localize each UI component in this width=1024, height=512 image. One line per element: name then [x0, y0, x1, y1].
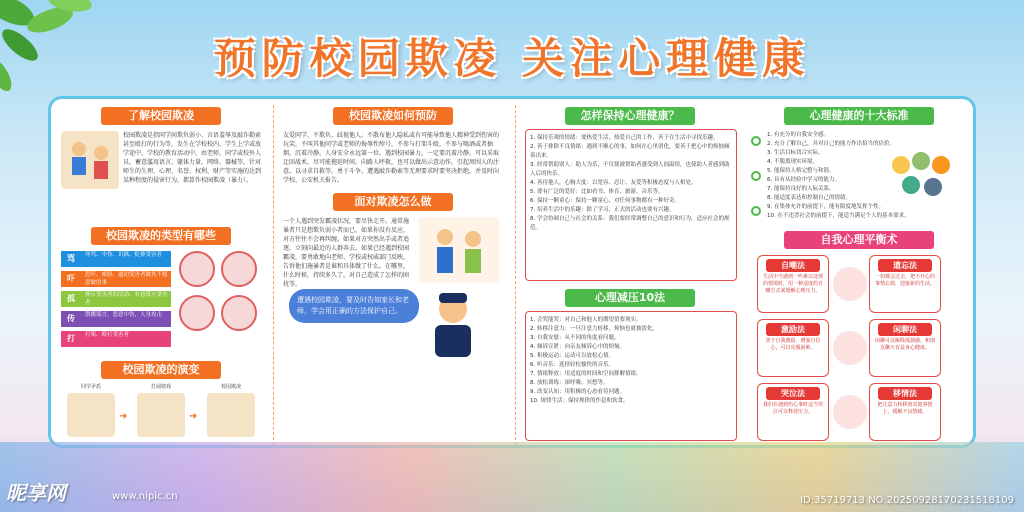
- types-list: [61, 251, 171, 351]
- type-illustration: [179, 251, 215, 287]
- type-row: [61, 251, 171, 267]
- ten-item: 4. 倾诉宣泄：向亲友倾诉心中的烦恼。: [530, 344, 625, 350]
- standard-item: 6. 具有从经验中学习的能力。: [767, 177, 840, 183]
- keep-item: 2. 善于排除不良情绪：遇到不顺心的事，如何在心里消化，要善于把心中的烦恼倾诉出来。: [530, 144, 730, 159]
- arrow-right-icon: ➜: [119, 411, 128, 422]
- column-understand: [61, 107, 261, 443]
- standards-area: [749, 131, 969, 227]
- evo-illustration: [207, 393, 255, 437]
- ten-item: 5. 积极运动：运动可以放松心情。: [530, 353, 614, 359]
- keep-item: 3. 经常帮助别人：助人为乐，不仅使被帮助者感受到人间温情，也使助人者感到助人后的快乐。: [530, 162, 730, 177]
- evo-label: 打闹嬉戏: [150, 384, 171, 390]
- ten-box: [525, 311, 737, 441]
- tile-cry: [757, 383, 829, 441]
- tile-illustration: [833, 331, 867, 365]
- tile-title: 移情法: [878, 387, 932, 400]
- type-tag: 打: [61, 331, 81, 347]
- standard-item: 8. 能适度表达和控制自己的情绪。: [767, 195, 851, 201]
- section-head-face: 面对欺凌怎么做: [333, 193, 453, 211]
- type-illustration: [221, 251, 257, 287]
- keep-item: 5. 要有广泛的爱好：比如看书、体育、旅游、音乐等。: [530, 189, 664, 195]
- ten-item: 7. 情绪释放：用适度的时间和空间排解情绪。: [530, 371, 642, 377]
- standard-item: 2. 充分了解自己，并对自己的能力作出恰当的估价。: [767, 141, 895, 147]
- standard-item: 9. 在集体允许的前提下，能有限度地发挥个性。: [767, 204, 884, 210]
- ten-item: 6. 听音乐：选择轻松愉快的音乐。: [530, 362, 614, 368]
- tile-text: 把注意力转移到其他事情上，缓解不良情绪。: [877, 402, 933, 415]
- keep-item: 4. 善待他人，心胸大度：以宽容、忍让、友爱等积极态度与人相处。: [530, 180, 697, 186]
- tile-illustration: [833, 267, 867, 301]
- type-desc: 恐吓、威胁、逼迫受害者做其不愿意做的事: [81, 271, 171, 287]
- police-illustration: [423, 287, 483, 357]
- standard-item: 7. 能保持良好的人际关系。: [767, 186, 835, 192]
- keep-item: 7. 培养生活中的乐趣：除了学习，正式的活动也要有兴趣。: [530, 207, 675, 213]
- section-head-types: 校园欺凌的类型有哪些: [91, 227, 231, 245]
- tile-self-mock: [757, 255, 829, 313]
- section-head-ten: 心理减压10法: [565, 289, 695, 307]
- section-head-understand: 了解校园欺凌: [101, 107, 221, 125]
- type-row: [61, 311, 171, 327]
- keep-item: 1. 保持乐观的情绪：要热爱生活，热爱自己的工作，善于在生活中寻找乐趣。: [530, 135, 719, 141]
- tile-text: 我们在遇到伤心事时适当哭泣可以释放压力。: [762, 402, 823, 415]
- tile-text: 一切都会过去，把不开心的事情忘掉，迎接新的生活。: [874, 274, 935, 287]
- section-head-keep: 怎样保持心理健康？: [565, 107, 695, 125]
- ten-item: 3. 自我安慰：从不同的角度看问题。: [530, 335, 620, 341]
- tile-text: 善于自我激励，增强自信心，可以克服困难。: [765, 338, 821, 351]
- type-tag: 吓: [61, 271, 81, 287]
- face-illustration: [419, 217, 499, 283]
- watermark-logo: 昵享网: [6, 481, 66, 505]
- section-head-prevent: 校园欺凌如何预防: [333, 107, 453, 125]
- standard-item: 3. 生活目标切合实际。: [767, 150, 824, 156]
- type-row: [61, 291, 171, 307]
- column-prevent: [283, 107, 503, 357]
- type-desc: 辱骂、中伤、讥讽、贬抑受害者: [81, 251, 171, 267]
- standard-item: 4. 不脱离现实环境。: [767, 159, 818, 165]
- tile-forget: [869, 255, 941, 313]
- tile-title: 哭泣法: [766, 387, 820, 400]
- evo-label: 校园欺凌: [220, 384, 241, 390]
- ten-item: 8. 放松训练：深呼吸、冥想等。: [530, 380, 609, 386]
- watermark-url: www.nipic.cn: [112, 491, 178, 502]
- type-tag: 孤: [61, 291, 81, 307]
- face-text: 一个人遇到突发霸凌状况，要尽快走开。通常施暴者只是想欺负弱小者而已，如果你没有反应，对方往往不会再纠缠。如果对方突然出手或者追逐，立刻向最近的人群奔去。如果已经遇到校园霸凌，要勇敢地向老师、学校或权威部门反映，告诉他们施暴者是谁和具体做了什么，在哪里，什么时候，持续多久了，对自己造成了怎样的困扰等。: [283, 218, 410, 288]
- tile-empathy: [869, 383, 941, 441]
- ten-item: 2. 转移注意力：一旦注意力转移，烦恼也就被淡化。: [530, 326, 658, 332]
- swirl-icon: [749, 131, 763, 221]
- column-divider: [515, 105, 516, 445]
- bubbles-illustration: [889, 151, 959, 201]
- tile-title: 遗忘法: [878, 259, 932, 272]
- page-title: 预防校园欺凌 关注心理健康: [213, 34, 811, 83]
- keep-item: 8. 学会协调自己与社会的关系：我们要经常调整自己的意识和行为，适应社会的规范。: [530, 216, 730, 231]
- column-standards: [749, 107, 969, 455]
- column-divider: [273, 105, 274, 445]
- section-head-standards: 心理健康的十大标准: [784, 107, 934, 125]
- prevent-text: 友爱同学，不欺负、歧视他人。不散布他人隐私或有可能导致他人精神受到伤害的玩笑，不叫其他同学或老师的侮辱性绰号，不参与打架斗殴，不参与喝酒或者抽烟。沉着冷静。人身安全永远第一位。遇到校园暴力，一定要沉着冷静，可以采取迂回战术，尽可能拖延时间。向路人呼救，也可以做出示意动作，引起周围人的注意。以寻求自救等。勇于斗争。遭遇敲诈勒索等无理要求时要坚决拒绝，并及时向学校、公安机关报告。: [283, 132, 500, 184]
- content-board: [48, 96, 976, 448]
- column-keep-healthy: [525, 107, 737, 404]
- tile-text: 闲聊可以解除孤独感，和朋友聊天有益身心健康。: [874, 338, 935, 351]
- section-head-balance: 自我心理平衡术: [784, 231, 934, 249]
- evo-illustration: [137, 393, 185, 437]
- keep-item: 6. 保持一颗童心：保持一颗童心，对任何事物都有一种好奇。: [530, 198, 680, 204]
- tile-illustration: [833, 395, 867, 429]
- tile-motivate: [757, 319, 829, 377]
- type-desc: 排斥受害者的活动、有意孤立受害者: [81, 291, 171, 307]
- advice-bubble: 遭遇校园欺凌，要及时告知家长和老师，学会用正确的方法保护自己。: [289, 289, 419, 323]
- standard-item: 10. 在不违背社会的前提下，能适当满足个人的基本要求。: [767, 213, 910, 219]
- type-desc: 打架、殴打受害者: [81, 331, 171, 347]
- arrow-right-icon: ➜: [189, 411, 198, 422]
- keep-box: [525, 129, 737, 281]
- standard-item: 1. 有充分的自我安全感。: [767, 132, 829, 138]
- type-desc: 散播谣言、恶意中伤，人身攻击: [81, 311, 171, 327]
- type-row: [61, 331, 171, 347]
- type-illustration: [221, 295, 257, 331]
- ten-item: 1. 会哭能哭：对自己和他人的期望值要现实。: [530, 317, 642, 323]
- ten-item: 10. 规律生活：保持规律的作息和饮食。: [530, 398, 629, 404]
- tile-title: 激励法: [766, 323, 820, 336]
- ten-item: 9. 改变认知：用积极的心态看待问题。: [530, 389, 625, 395]
- evo-illustration: [67, 393, 115, 437]
- evolution-row: [61, 383, 261, 443]
- type-tag: 骂: [61, 251, 81, 267]
- standard-item: 5. 能保持人格完整与和谐。: [767, 168, 835, 174]
- type-row: [61, 271, 171, 287]
- intro-text: 校园欺凌是指同学间欺负弱小、言语羞辱及敲诈勒索甚至殴打的行为等，发生在学校校内、学生上学或放学途中、学校的教育活动中，由老师、同学或校外人员，蓄意滥用语言、躯体力量、网络、器械等，针对师生的生理、心理、名誉、权利、财产等实施的达到某种程度的侵害行为，都算作校园欺凌（暴力）。: [123, 132, 262, 184]
- tiles-area: [749, 255, 969, 455]
- type-illustration: [179, 295, 215, 331]
- tile-chat: [869, 319, 941, 377]
- tile-title: 自嘲法: [766, 259, 820, 272]
- watermark-id: ID:35719713 NO:20250928170231518109: [800, 495, 1014, 506]
- section-head-evolution: 校园欺凌的演变: [101, 361, 221, 379]
- tile-text: 生活中当遇到一些难以处理的情境时，用一种适度的自嘲方式来缓解心理压力。: [762, 274, 823, 294]
- illustration-bullying: [61, 131, 119, 189]
- evo-label: 同学矛盾: [80, 384, 101, 390]
- tile-title: 闲聊法: [878, 323, 932, 336]
- type-tag: 传: [61, 311, 81, 327]
